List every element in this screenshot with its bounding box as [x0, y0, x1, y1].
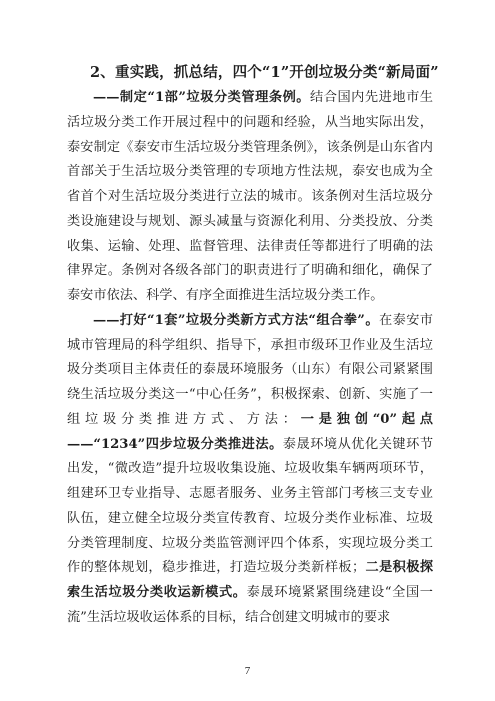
section-heading: 2、重实践，抓总结，四个“1”开创垃圾分类“新局面”: [90, 64, 439, 81]
paragraph-body: 泰晟环境从优化关键环节出发，“微改造”提升垃圾收集设施、垃圾收集车辆两项环节，组建环卫专业指导、志愿者服务、业务主管部门考核三支专业队伍，建立健全垃圾分类宣传教育、垃圾分类作业标准、垃圾分类管理制度、垃圾分类监管测评四个体系，实现垃圾分类工作的整体规划，稳步推进，打造垃圾分类新样板；: [67, 436, 434, 576]
body-text: [67, 86, 433, 631]
bold-point-one: 一是独创“0”起点——“1234”四步垃圾分类推进法。: [67, 411, 433, 452]
paragraph-lead: ——制定“1部”垃圾分类管理条例。: [93, 90, 311, 105]
page-number: 7: [244, 665, 251, 677]
paragraph-lead: ——打好“1套”垃圾分类新方式方法“组合拳”。: [93, 312, 379, 328]
paragraph-regulation: [67, 86, 433, 309]
paragraph-body: 在泰安市城市管理局的科学组织、指导下，承担市级环卫作业及生活垃圾分类项目主体责任的泰晟环境服务（山东）有限公司紧紧围绕生活垃圾分类这一“中心任务”，积极探索、创新、实施了一组垃圾分类推进方式、方法：: [67, 312, 433, 427]
paragraph-methods: [67, 309, 433, 631]
paragraph-body: 结合国内先进地市生活垃圾分类工作开展过程中的问题和经验，从当地实际出发，泰安制定《泰安市生活垃圾分类管理条例》，该条例是山东省内首部关于生活垃圾分类管理的专项地方性法规，泰安也成为全省首个对生活垃圾分类进行立法的城市。该条例对生活垃圾分类设施建设与规划、源头减量与资源化利用、分类投放、分类收集、运输、处理、监督管理、法律责任等都进行了明确的法律界定。条例对各级各部门的职责进行了明确和细化，确保了泰安市依法、科学、有序全面推进生活垃圾分类工作。: [67, 90, 433, 303]
paragraph-body: 泰晟环境紧紧围绕建设“全国一流”生活垃圾收运体系的目标，结合创建文明城市的要求: [67, 585, 433, 625]
bold-point-two: 二是积极探索生活垃圾分类收运新模式。: [67, 560, 434, 600]
